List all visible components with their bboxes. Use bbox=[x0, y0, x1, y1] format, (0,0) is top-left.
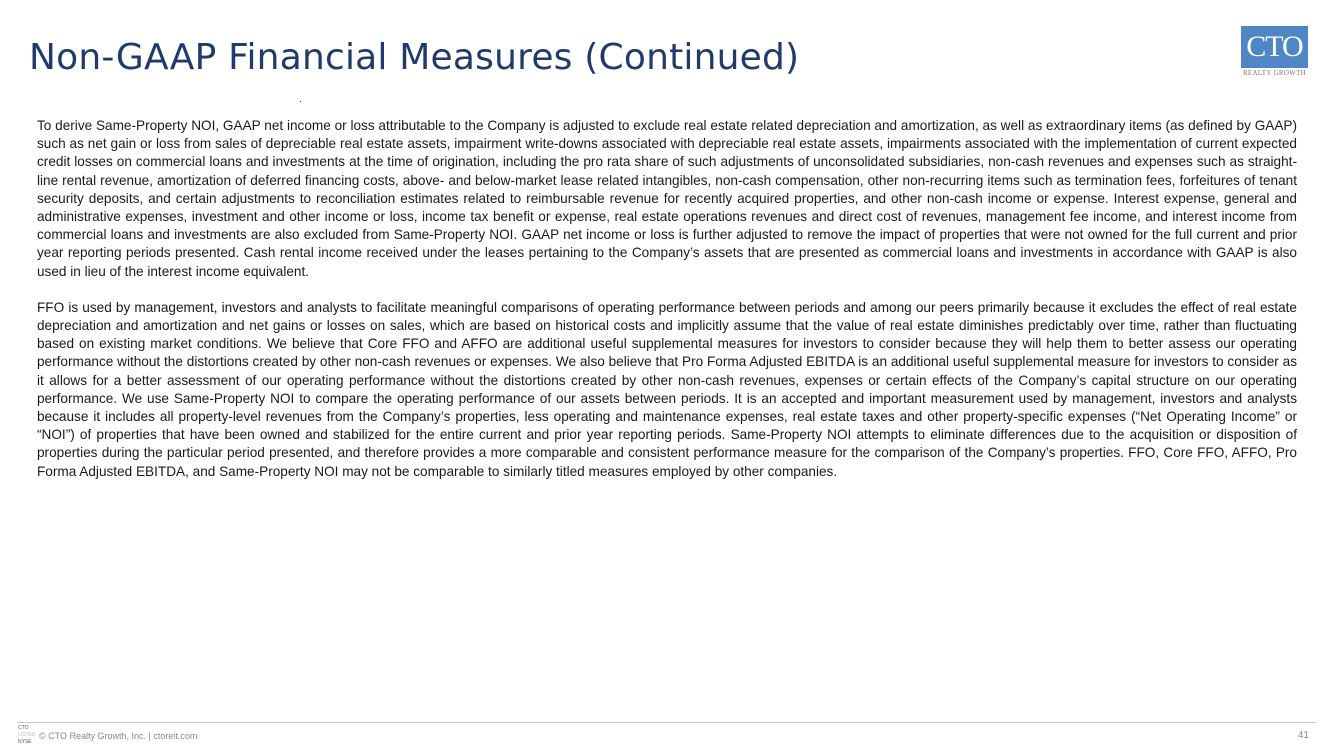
body-text bbox=[37, 117, 1297, 499]
page-number: 41 bbox=[1297, 730, 1309, 741]
logo-wordmark: CTO bbox=[1241, 26, 1308, 68]
logo-tagline: REALTY GROWTH bbox=[1242, 69, 1307, 77]
footer-mark-bottom: NYSE bbox=[18, 739, 32, 745]
paragraph-same-property-noi: To derive Same-Property NOI, GAAP net income or loss attributable to the Company is adjusted to exclude real estate related depreciation and amortization, as well as extraordinary items (as defined by GAAP) such as net gain or loss from sales of depreciable real estate assets, impairment write-downs associated with depreciable real estate assets, impairments associated with the implementation of current expected credit losses on commercial loans and investments at the time of origination, including the pro rata share of such adjustments of unconsolidated subsidiaries, non-cash revenues and expenses such as straight-line rental revenue, amortization of deferred financing costs, above- and below-market lease related intangibles, non-cash compensation, other non-recurring items such as termination fees, forfeitures of tenant security deposits, and certain adjustments to reconciliation estimates related to reimbursable revenue for recently acquired properties, and other non-cash income or expense. Interest expense, general and administrative expenses, investment and other income or loss, income tax benefit or expense, real estate operations revenues and direct cost of revenues, management fee income, and interest income from commercial loans and investments are also excluded from Same-Property NOI. GAAP net income or loss is further adjusted to remove the impact of properties that were not owned for the full current and prior year reporting periods presented. Cash rental income received under the leases pertaining to the Company’s assets that are presented as commercial loans and investments in accordance with GAAP is also used in lieu of the interest income equivalent. bbox=[37, 118, 1297, 279]
footer-mark-top: CTO bbox=[18, 725, 29, 731]
slide-title: Non-GAAP Financial Measures (Continued) bbox=[29, 37, 800, 78]
decorative-dot bbox=[300, 101, 301, 102]
footer-mark-mid: LISTED bbox=[18, 732, 36, 738]
footer-copyright: © CTO Realty Growth, Inc. | ctoreit.com bbox=[39, 731, 198, 741]
paragraph-ffo: FFO is used by management, investors and analysts to facilitate meaningful comparisons of operating performance between periods and among our peers primarily because it excludes the effect of real estate depreciation and amortization and net gains or losses on sales, which are based on historical costs and implicitly assume that the value of real estate diminishes predictably over time, rather than fluctuating based on existing market conditions. We believe that Core FFO and AFFO are additional useful supplemental measures for investors to consider because they will help them to better assess our operating performance without the distortions created by other non-cash revenues or expenses. We also believe that Pro Forma Adjusted EBITDA is an additional useful supplemental measure for investors to consider as it allows for a better assessment of our operating performance without the distortions created by other non-cash revenues, expenses or certain effects of the Company’s capital structure on our operating performance. We use Same-Property NOI to compare the operating performance of our assets between periods. It is an accepted and important measurement used by management, investors and analysts because it includes all property-level revenues from the Company’s properties, less operating and maintenance expenses, real estate taxes and other property-specific expenses (“Net Operating Income” or “NOI”) of properties that have been owned and stabilized for the entire current and prior year reporting periods. Same-Property NOI attempts to eliminate differences due to the acquisition or disposition of properties during the particular period presented, and therefore provides a more comparable and consistent performance measure for the comparison of the Company’s properties. FFO, Core FFO, AFFO, Pro Forma Adjusted EBITDA, and Same-Property NOI may not be comparable to similarly titled measures employed by other companies. bbox=[37, 299, 1297, 479]
nyse-listed-icon bbox=[18, 725, 36, 746]
footer-divider bbox=[17, 722, 1316, 723]
company-logo bbox=[1239, 26, 1310, 78]
